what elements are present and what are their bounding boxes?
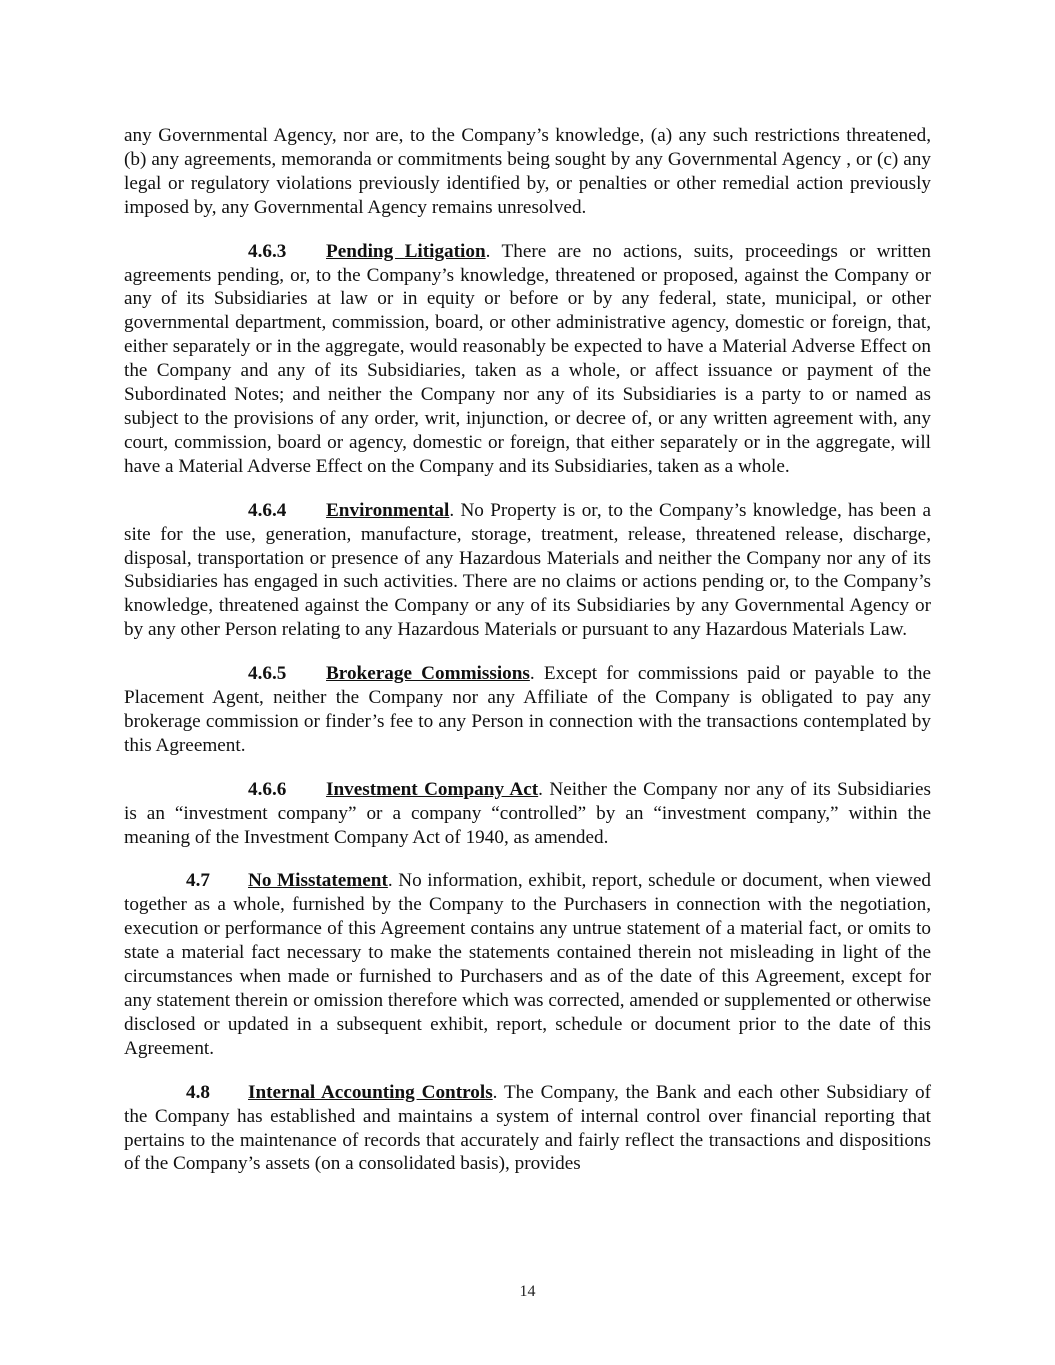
section-number: 4.6.4	[248, 499, 287, 521]
section-4-8	[124, 1081, 931, 1177]
section-4-7	[124, 869, 931, 1060]
section-heading: Internal Accounting Controls	[248, 1081, 493, 1103]
section-4-6-6	[124, 778, 931, 850]
section-4-6-4	[124, 499, 931, 642]
paragraph-text: . Neither the Company nor any of its Subsidiaries is an “investment company” or a company “controlled” by an “investment company,” within the meaning of the Investment Company Act of 1940, as amended.	[124, 778, 931, 848]
section-heading: Investment Company Act	[326, 778, 539, 800]
section-4-6-5	[124, 662, 931, 758]
section-number: 4.6.5	[248, 663, 287, 685]
paragraph-text: . There are no actions, suits, proceedings or written agreements pending, or, to the Company’s knowledge, threatened or proposed, against the Company or any of its Subsidiaries at law or in equity or before or by any federal, state, municipal, or other governmental department, commission, board, or other administrative agency, domestic or foreign, that, either separately or in the aggregate, would reasonably be expected to have a Material Adverse Effect on the Company and any of its Subsidiaries, taken as a whole, or affect issuance or payment of the Subordinated Notes; and neither the Company nor any of its Subsidiaries is a party to or named as subject to the provisions of any order, writ, injunction, or decree of, or any written agreement with, any court, commission, board or agency, domestic or foreign, that either separately or in the aggregate, will have a Material Adverse Effect on the Company and its Subsidiaries, taken as a whole.	[124, 240, 931, 477]
paragraph-text: . No Property is or, to the Company’s knowledge, has been a site for the use, generation, manufacture, storage, treatment, release, threatened release, discharge, disposal, transportation or presence of any Hazardous Materials and neither the Company nor any of its Subsidiaries has engaged in such activities. There are no claims or actions pending or, to the Company’s knowledge, threatened against the Company or any of its Subsidiaries by any Governmental Agency or by any other Person relating to any Hazardous Materials or pursuant to any Hazardous Materials Law.	[124, 499, 931, 641]
paragraph-text: . Except for commissions paid or payable to the Placement Agent, neither the Company nor any Affiliate of the Company is obligated to pay any brokerage commission or finder’s fee to any Person in connection with the transactions contemplated by this Agreement.	[124, 663, 931, 756]
section-heading: Pending Litigation	[326, 240, 486, 262]
paragraph-text: any Governmental Agency, nor are, to the Company’s knowledge, (a) any such restrictions threatened, (b) any agreements, memoranda or commitments being sought by any Governmental Agency , or (c) any legal or regulatory violations previously identified by, or penalties or other remedial action previously imposed by, any Governmental Agency remains unresolved.	[124, 125, 931, 218]
paragraph-text: . The Company, the Bank and each other Subsidiary of the Company has established and maintains a system of internal control over financial reporting that pertains to the maintenance of records that accurately and fairly reflect the transactions and dispositions of the Company’s assets (on a consolidated basis), provides	[124, 1081, 931, 1175]
paragraph-text: . No information, exhibit, report, schedule or document, when viewed together as a whole, furnished by the Company to the Purchasers in connection with the negotiation, execution or performance of this Agreement contains any untrue statement of a material fact, or omits to state a material fact necessary to make the statements contained therein not misleading in light of the circumstances when made or furnished to Purchasers and as of the date of this Agreement, except for any statement therein or omission therefore which was corrected, amended or supplemented or otherwise disclosed or updated in a subsequent exhibit, report, schedule or document prior to the date of this Agreement.	[124, 870, 932, 1059]
paragraph-continuation	[124, 124, 931, 220]
section-heading: Brokerage Commissions	[326, 663, 530, 685]
section-number: 4.7	[186, 870, 210, 892]
section-heading: Environmental	[326, 499, 450, 521]
page-number: 14	[519, 1283, 536, 1300]
section-number: 4.8	[186, 1081, 210, 1103]
document-page	[124, 124, 931, 1196]
section-number: 4.6.6	[248, 778, 287, 800]
section-number: 4.6.3	[248, 240, 287, 262]
section-heading: No Misstatement	[248, 870, 388, 892]
section-4-6-3	[124, 240, 931, 479]
